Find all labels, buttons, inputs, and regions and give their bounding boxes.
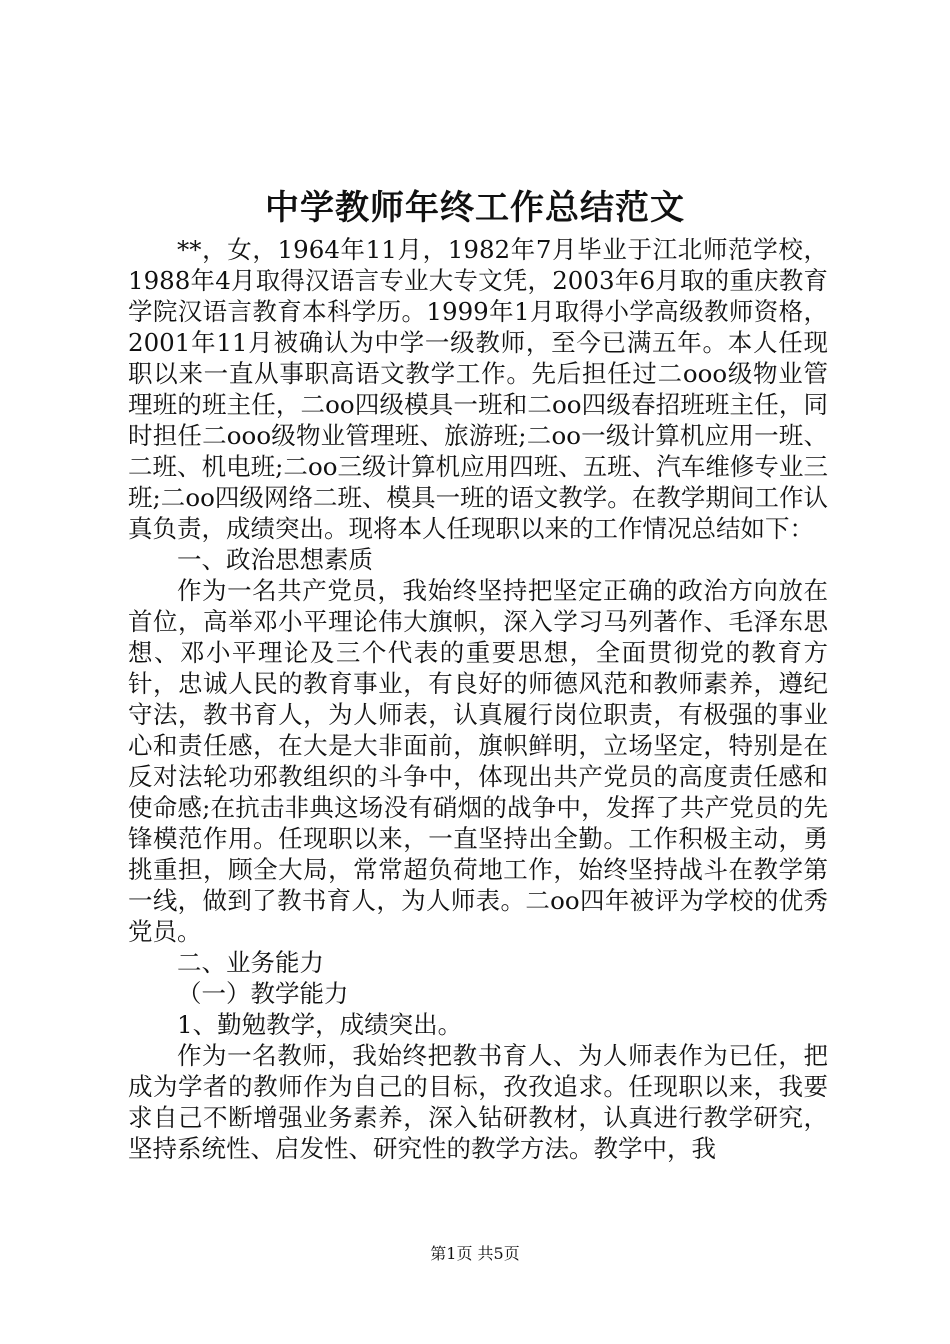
- document-body: [128, 234, 828, 1164]
- subsection-heading-teaching: （一）教学能力: [177, 979, 349, 1008]
- paragraph-political: 作为一名共产党员，我始终坚持把坚定正确的政治方向放在首位，高举邓小平理论伟大旗帜，深入学习马列著作、毛泽东思想、邓小平理论及三个代表的重要思想，全面贯彻党的教育方针，忠诚人民的教育事业，有良好的师德风范和教师素养，遵纪守法，教书育人，为人师表，认真履行岗位职责，有极强的事业心和责任感，在大是大非面前，旗帜鲜明，立场坚定，特别是在反对法轮功邪教组织的斗争中，体现出共产党员的高度责任感和使命感;在抗击非典这场没有硝烟的战争中，发挥了共产党员的先锋模范作用。任现职以来，一直坚持出全勤。工作积极主动，勇挑重担，顾全大局，常常超负荷地工作，始终坚持战斗在教学第一线，做到了教书育人，为人师表。二oo四年被评为学校的优秀党员。: [128, 576, 828, 946]
- section-heading-ability: 二、业务能力: [177, 948, 324, 977]
- paragraph-teaching: 作为一名教师，我始终把教书育人、为人师表作为已任，把成为学者的教师作为自己的目标，孜孜追求。任现职以来，我要求自己不断增强业务素养，深入钻研教材，认真进行教学研究，坚持系统性、启发性、研究性的教学方法。教学中，我: [128, 1041, 828, 1163]
- section-heading-political: 一、政治思想素质: [177, 545, 373, 574]
- document-title: 中学教师年终工作总结范文: [265, 188, 685, 228]
- paragraph-intro: **，女，1964年11月，1982年7月毕业于江北师范学校，1988年4月取得汉语言专业大专文凭，2003年6月取的重庆教育学院汉语言教育本科学历。1999年1月取得小学高级教师资格，2001年11月被确认为中学一级教师，至今已满五年。本人任现职以来一直从事职高语文教学工作。先后担任过二ooo级物业管理班的班主任，二oo四级模具一班和二oo四级春招班班主任，同时担任二ooo级物业管理班、旅游班;二oo一级计算机应用一班、二班、机电班;二oo三级计算机应用四班、五班、汽车维修专业三班;二oo四级网络二班、模具一班的语文教学。在教学期间工作认真负责，成绩突出。现将本人任现职以来的工作情况总结如下：: [128, 235, 828, 543]
- item-heading-diligent: 1、勤勉教学，成绩突出。: [177, 1010, 463, 1039]
- page-footer: 第1页 共5页: [430, 1244, 520, 1263]
